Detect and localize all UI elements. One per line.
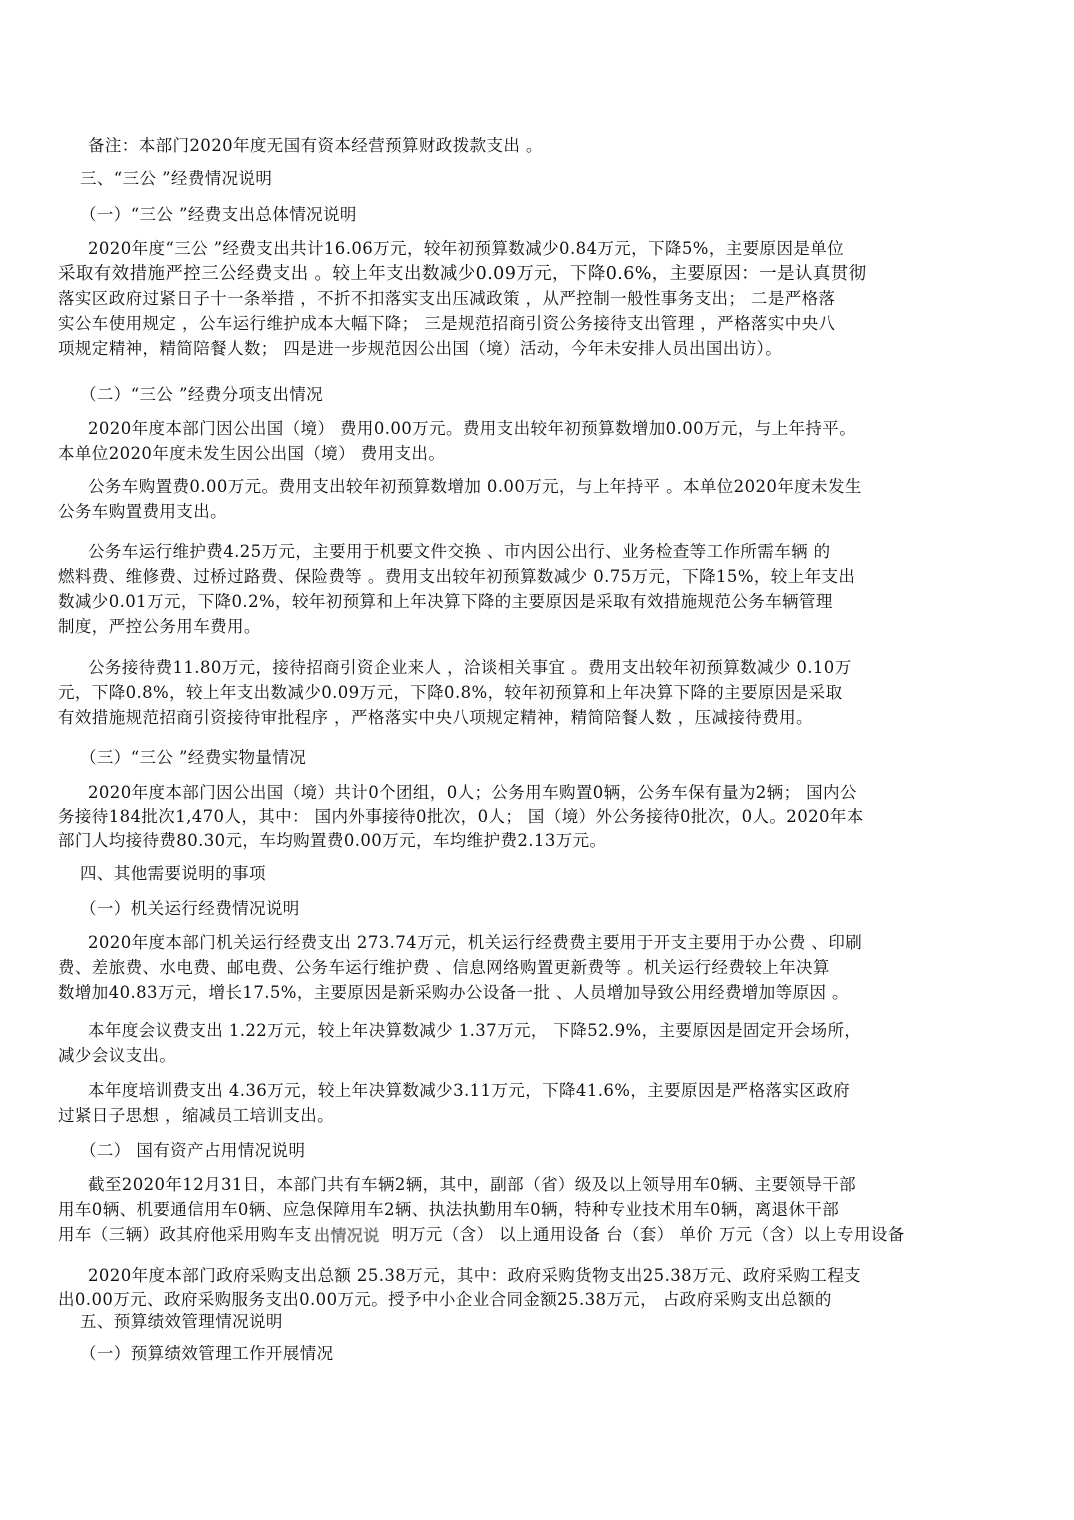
paragraph-line: 数减少0.01万元，下降0.2%，较年初预算和上年决算下降的主要原因是采取有效措施规范公务车辆管理: [58, 592, 833, 611]
paragraph-line: 用车（三辆）政其府他采用购车支: [58, 1225, 312, 1244]
subheading-4-2: （二） 国有资产占用情况说明: [80, 1141, 306, 1160]
paragraph-line: 费、差旅费、水电费、邮电费、公务车运行维护费 、信息网络购置更新费等 。机关运行经费较上年决算: [58, 958, 830, 977]
paragraph-line: 公务接待费11.80万元，接待招商引资企业来人 ，洽谈相关事宜 。费用支出较年初预算数减少 0.10万: [88, 658, 852, 677]
paragraph-line: 有效措施规范招商引资接待审批程序 ，严格落实中央八项规定精神，精简陪餐人数 ，压减接待费用。: [58, 708, 813, 727]
paragraph-line: 元，下降0.8%，较上年支出数减少0.09万元，下降0.8%，较年初预算和上年决算下降的主要原因是采取: [58, 683, 843, 702]
paragraph-line: 本年度会议费支出 1.22万元，较上年决算数减少 1.37万元， 下降52.9%，主要原因是固定开会场所，: [88, 1021, 862, 1040]
paragraph-line: 2020年度本部门因公出国（境） 费用0.00万元。费用支出较年初预算数增加0.00万元，与上年持平。: [88, 419, 857, 438]
paragraph-line: 采取有效措施严控三公经费支出 。较上年支出数减少0.09万元，下降0.6%，主要原因：一是认真贯彻: [58, 264, 867, 284]
paragraph-line: 公务车购置费0.00万元。费用支出较年初预算数增加 0.00万元，与上年持平 。本单位2020年度未发生: [88, 477, 862, 496]
paragraph-line: 燃料费、维修费、过桥过路费、保险费等 。费用支出较年初预算数减少 0.75万元，下降15%，较上年支出: [58, 567, 856, 586]
paragraph-line: 2020年度本部门因公出国（境）共计0个团组，0人；公务用车购置0辆，公务车保有量为2辆； 国内公: [88, 783, 857, 802]
paragraph-line: 落实区政府过紧日子十一条举措 ，不折不扣落实支出压减政策 ，从严控制一般性事务支出； 二是严格落: [58, 289, 836, 308]
paragraph-line: 截至2020年12月31日，本部门共有车辆2辆，其中，副部（省）级及以上领导用车0辆、主要领导干部: [88, 1175, 857, 1194]
paragraph-line: 用车0辆、机要通信用车0辆、应急保障用车2辆、执法执勤用车0辆，特种专业技术用车0辆，离退休干部: [58, 1200, 840, 1219]
paragraph-line: 制度，严控公务用车费用。: [58, 617, 261, 636]
paragraph-line: 出0.00万元、政府采购服务支出0.00万元。授予中小企业合同金额25.38万元， 占政府采购支出总额的: [58, 1290, 832, 1309]
paragraph-line: 过紧日子思想 ，缩减员工培训支出。: [58, 1106, 335, 1125]
subheading-5-1: （一）预算绩效管理工作开展情况: [80, 1344, 334, 1363]
paragraph-line: 务接待184批次1,470人，其中： 国内外事接待0批次，0人； 国（境）外公务接待0批次，0人。2020年本: [58, 807, 864, 826]
paragraph-line: 实公车使用规定 ，公车运行维护成本大幅下降； 三是规范招商引资公务接待支出管理 ，严格落实中央八: [58, 314, 836, 333]
paragraph-line: 2020年度“三公 ”经费支出共计16.06万元，较年初预算数减少0.84万元，下降5%，主要原因是单位: [88, 239, 845, 258]
subheading-4-1: （一）机关运行经费情况说明: [80, 899, 300, 918]
note-line: 备注：本部门2020年度无国有资本经营预算财政拨款支出 。: [88, 136, 543, 155]
paragraph-line: 公务车运行维护费4.25万元，主要用于机要文件交换 、市内因公出行、业务检查等工作所需车辆 的: [88, 542, 831, 561]
paragraph-line: 减少会议支出。: [58, 1046, 177, 1065]
paragraph-line: 明万元（含） 以上通用设备 台（套） 单价 万元（含）以上专用设备: [392, 1225, 905, 1244]
subheading-3-1: （一）“三公 ”经费支出总体情况说明: [80, 205, 357, 224]
paragraph-line: 2020年度本部门政府采购支出总额 25.38万元，其中：政府采购货物支出25.38万元、政府采购工程支: [88, 1266, 862, 1285]
section-heading-5: 五、预算绩效管理情况说明: [80, 1312, 283, 1331]
paragraph-line: 2020年度本部门机关运行经费支出 273.74万元，机关运行经费费主要用于开支主要用于办公费 、印刷: [88, 933, 863, 952]
paragraph-line: 本年度培训费支出 4.36万元，较上年决算数减少3.11万元，下降41.6%，主要原因是严格落实区政府: [88, 1081, 851, 1100]
subheading-3-3: （三）“三公 ”经费实物量情况: [80, 748, 307, 767]
paragraph-line: 公务车购置费用支出。: [58, 502, 227, 521]
paragraph-line: 数增加40.83万元，增长17.5%，主要原因是新采购办公设备一批 、人员增加导致公用经费增加等原因 。: [58, 983, 849, 1002]
paragraph-line: 部门人均接待费80.30元，车均购置费0.00万元，车均维护费2.13万元。: [58, 831, 607, 850]
paragraph-line: 项规定精神，精简陪餐人数； 四是进一步规范因公出国（境）活动，今年未安排人员出国出访）。: [58, 339, 783, 358]
section-heading-4: 四、其他需要说明的事项: [80, 864, 266, 883]
overlapping-text: 出情况说: [314, 1226, 380, 1245]
subheading-3-2: （二）“三公 ”经费分项支出情况: [80, 385, 324, 404]
paragraph-line: 本单位2020年度未发生因公出国（境） 费用支出。: [58, 444, 446, 463]
section-heading-3: 三、“三公 ”经费情况说明: [80, 169, 273, 188]
